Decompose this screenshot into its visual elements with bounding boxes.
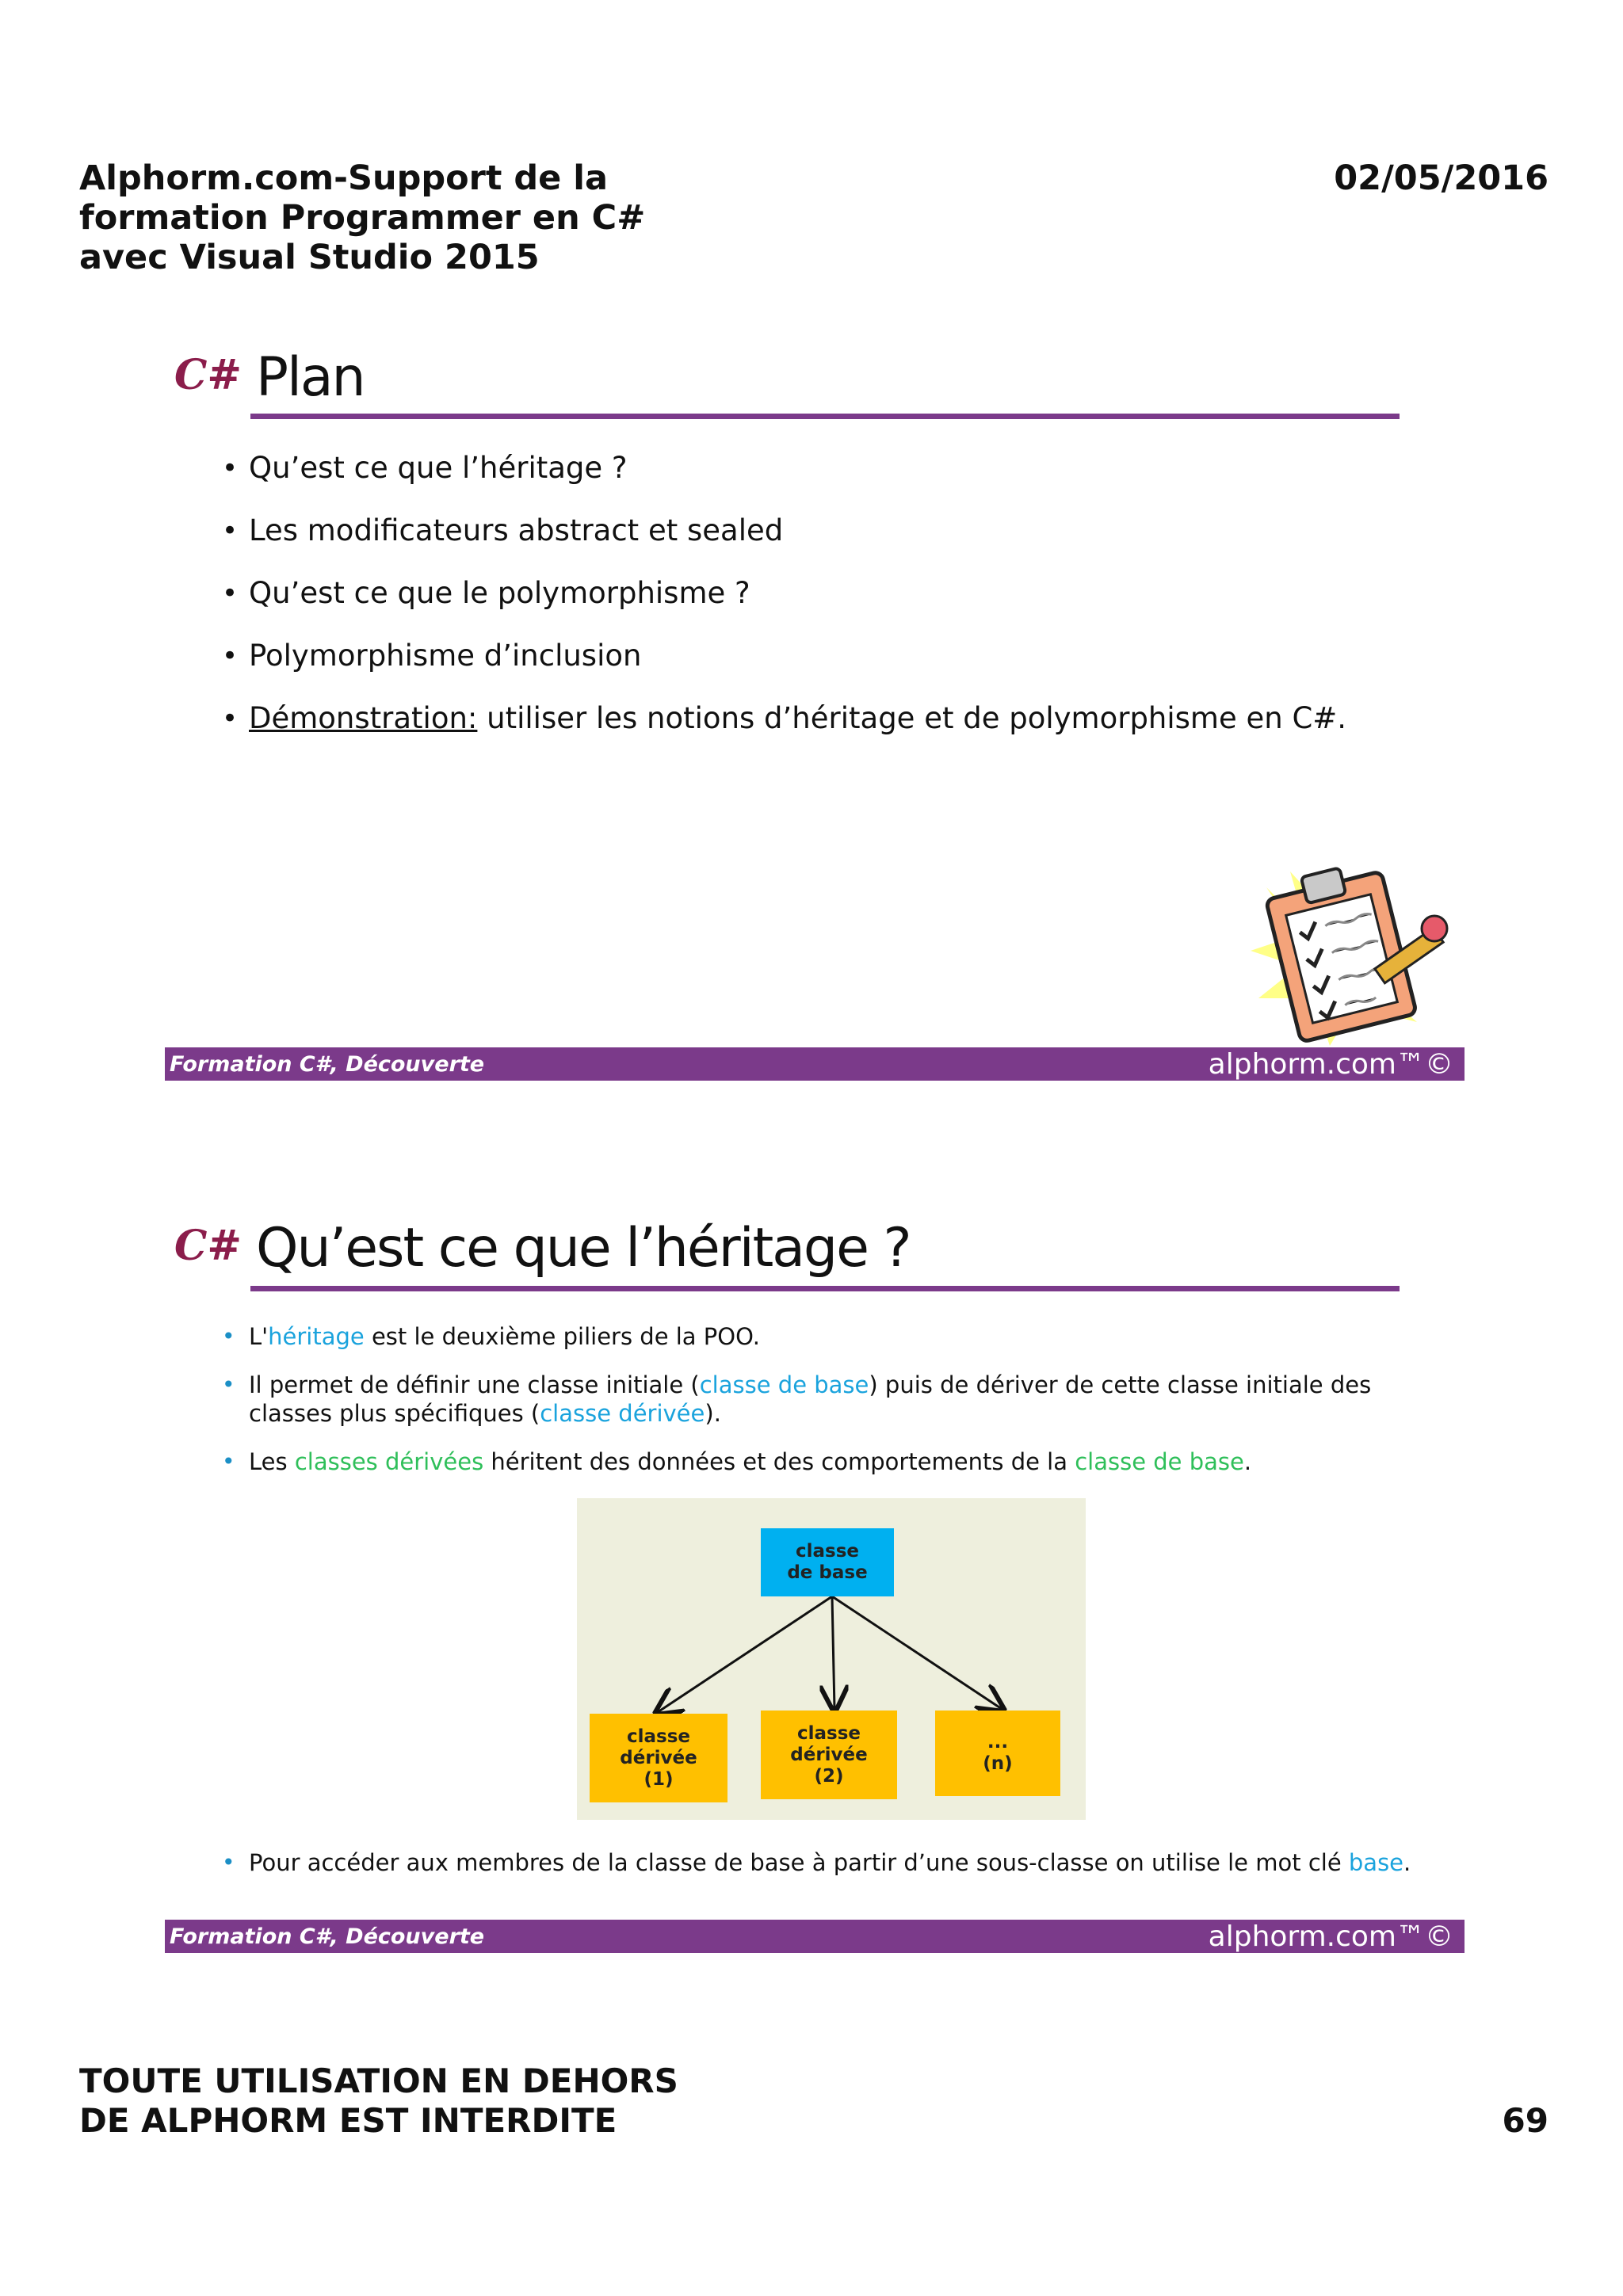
list-item: • Pour accéder aux membres de la classe de base à partir d’une sous-classe on utilise le mot clé base.: [222, 1849, 1411, 1876]
inheritance-diagram: [577, 1498, 1086, 1820]
slide-title: [174, 1200, 911, 1280]
bullet-icon: •: [222, 452, 239, 484]
title-underline: [250, 1286, 1400, 1291]
csharp-logo: C#: [174, 1222, 242, 1270]
bullet-icon: •: [222, 1323, 235, 1349]
bullet-icon: •: [222, 703, 239, 734]
keyword: classe de base: [1075, 1448, 1244, 1475]
document-footer-notice: [79, 2061, 872, 2141]
bullet-icon: •: [222, 1849, 235, 1875]
keyword: classe de base: [699, 1371, 869, 1398]
keyword: héritage: [268, 1323, 365, 1350]
list-item: • L'héritage est le deuxième piliers de la POO.: [222, 1323, 760, 1350]
header-date: 02/05/2016: [1334, 158, 1549, 198]
demo-text: utiliser les notions d’héritage et de polymorphisme en C#.: [477, 701, 1347, 735]
bullet-icon: •: [222, 1371, 235, 1398]
slide-heritage: [165, 1216, 1465, 1953]
keyword: classes dérivées: [294, 1448, 484, 1475]
list-item: [222, 700, 1346, 737]
footer-line: TOUTE UTILISATION EN DEHORS: [79, 2061, 678, 2100]
slide-title: [174, 330, 365, 409]
csharp-logo: C#: [174, 351, 242, 399]
footer-brand: alphorm.com™©: [1208, 1047, 1453, 1081]
list-item: • Qu’est ce que l’héritage ?: [222, 451, 628, 485]
title-underline: [250, 414, 1400, 419]
footer-course-label: Formation C#, Découverte: [170, 1051, 485, 1077]
document-header-title: [79, 158, 713, 277]
page-number: 69: [1502, 2101, 1549, 2140]
demo-label: Démonstration:: [249, 701, 478, 735]
footer-line: DE ALPHORM EST INTERDITE: [79, 2101, 617, 2140]
arrow-to-derived-1: [658, 1596, 832, 1712]
derived-class-box-n: ... (n): [935, 1711, 1060, 1796]
list-item: • Il permet de définir une classe initiale (classe de base) puis de dériver de cette classe initiale des classes plus spécifiques (classe dérivée).: [222, 1371, 1372, 1427]
bullet-icon: •: [222, 578, 239, 609]
heritage-list: [222, 1322, 1414, 1496]
slide-footer-bar: [165, 1920, 1465, 1953]
derived-class-box-2: classe dérivée (2): [761, 1711, 897, 1799]
base-class-box: classe de base: [761, 1528, 894, 1596]
keyword: base: [1348, 1849, 1404, 1876]
slide-title-text: Plan: [255, 346, 365, 409]
keyword: données: [637, 1448, 736, 1475]
bullet-icon: •: [222, 640, 239, 672]
keyword: comportements: [821, 1448, 1004, 1475]
slide-footer-bar: [165, 1047, 1465, 1081]
header-line: avec Visual Studio 2015: [79, 238, 540, 277]
clipboard-checklist-icon: [1235, 840, 1472, 1054]
list-item: • Polymorphisme d’inclusion: [222, 639, 642, 673]
footer-course-label: Formation C#, Découverte: [170, 1924, 485, 1949]
derived-class-box-1: classe dérivée (1): [590, 1714, 727, 1802]
header-line: Alphorm.com-Support de la: [79, 158, 609, 198]
heritage-list-bottom: [222, 1848, 1414, 1897]
bullet-icon: •: [222, 515, 239, 547]
slide-title-text: Qu’est ce que l’héritage ?: [255, 1217, 911, 1280]
slide-plan: [165, 346, 1465, 1081]
list-item: • Les classes dérivées héritent des données et des comportements de la classe de base.: [222, 1448, 1252, 1475]
footer-brand: alphorm.com™©: [1208, 1920, 1453, 1953]
bullet-icon: •: [222, 1448, 235, 1474]
header-line: formation Programmer en C#: [79, 198, 646, 238]
plan-list: [222, 450, 1346, 763]
list-item: • Les modificateurs abstract et sealed: [222, 513, 784, 547]
list-item: • Qu’est ce que le polymorphisme ?: [222, 576, 750, 610]
arrow-to-derived-n: [832, 1596, 1002, 1709]
keyword: classe dérivée: [540, 1400, 705, 1427]
arrow-to-derived-2: [832, 1596, 834, 1709]
